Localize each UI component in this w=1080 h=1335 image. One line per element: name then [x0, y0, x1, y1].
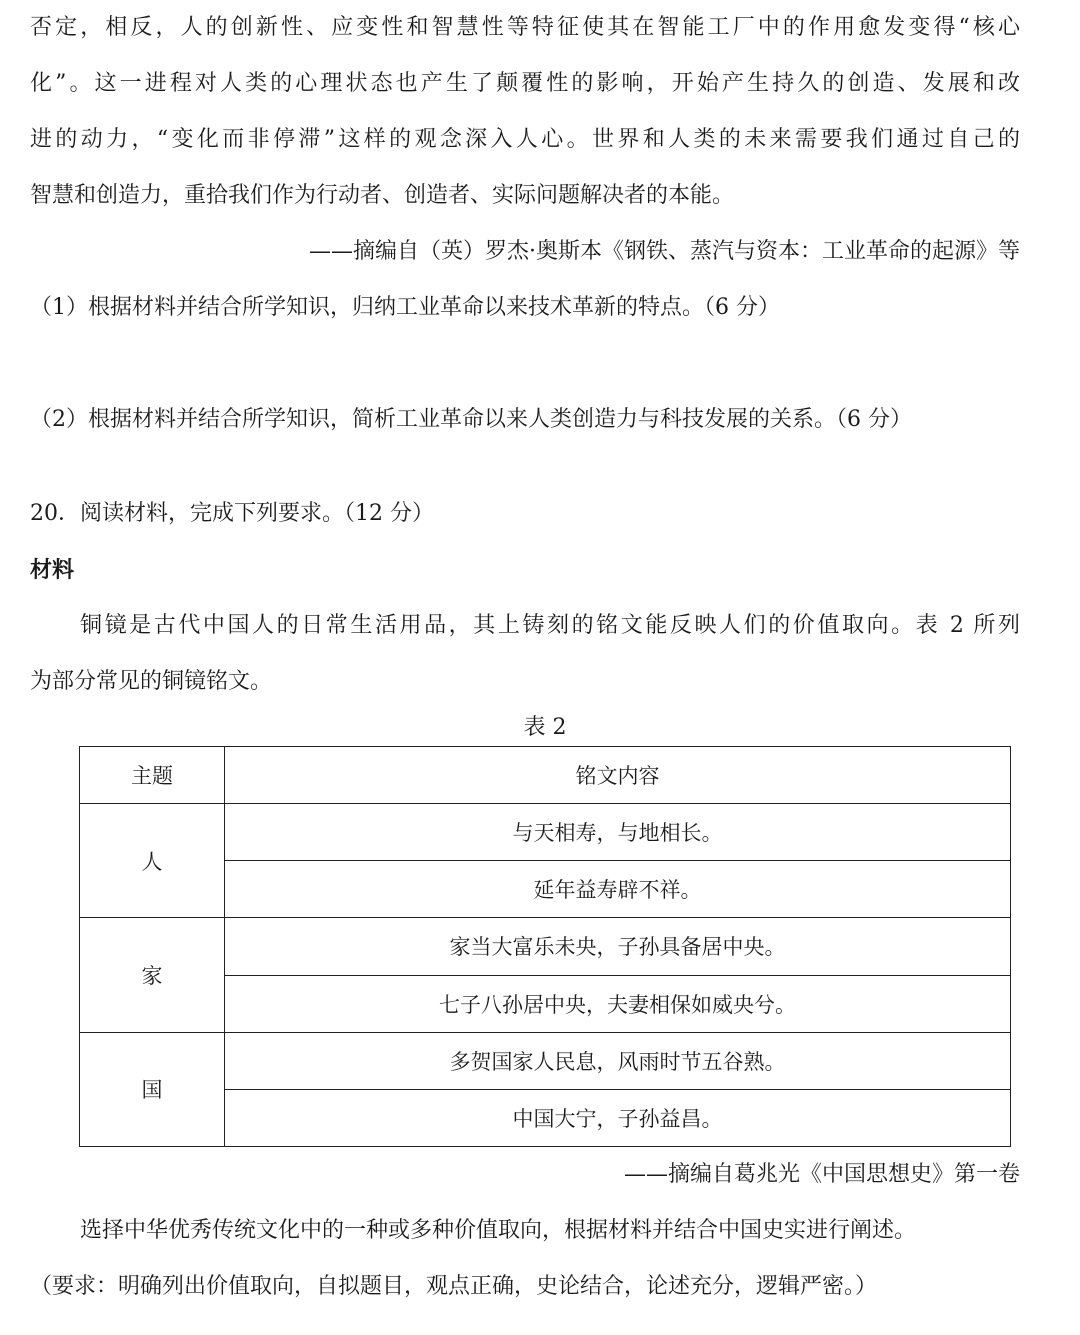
table-header-row	[80, 747, 1011, 804]
table-caption: 表 2	[523, 715, 567, 740]
passage-line: 化”。这一进程对人类的心理状态也产生了颠覆性的影响，开始产生持久的创造、发展和改	[30, 71, 1020, 96]
inscription-cell: 家当大富乐未央，子孙具备居中央。	[225, 918, 1011, 975]
inscription-cell: 延年益寿辟不祥。	[225, 861, 1011, 918]
inscription-cell: 多贺国家人民息，风雨时节五谷熟。	[225, 1032, 1011, 1089]
theme-cell: 家	[80, 918, 225, 1032]
theme-cell: 人	[80, 804, 225, 918]
theme-cell: 国	[80, 1032, 225, 1146]
question-20-title: 20．阅读材料，完成下列要求。（12 分）	[30, 501, 434, 526]
table-header: 主题	[80, 747, 225, 804]
source-citation: ——摘编自（英）罗杰·奥斯本《钢铁、蒸汽与资本：工业革命的起源》等	[309, 239, 1020, 264]
inscription-cell: 中国大宁，子孙益昌。	[225, 1089, 1011, 1146]
passage-line: 否定，相反，人的创新性、应变性和智慧性等特征使其在智能工厂中的作用愈发变得“核心	[30, 15, 1020, 40]
question-19-2: （2）根据材料并结合所学知识，简析工业革命以来人类创造力与科技发展的关系。（6 分）	[30, 407, 912, 432]
table-row	[80, 1032, 1011, 1089]
inscription-table	[79, 746, 1011, 1147]
task-line: （要求：明确列出价值取向，自拟题目，观点正确，史论结合，论述充分，逻辑严密。）	[30, 1274, 878, 1299]
table-row	[80, 804, 1011, 861]
material-line: 为部分常见的铜镜铭文。	[30, 669, 273, 694]
passage-line: 进的动力，“变化而非停滞”这样的观念深入人心。世界和人类的未来需要我们通过自己的	[30, 127, 1020, 152]
table-header: 铭文内容	[225, 747, 1011, 804]
inscription-cell: 与天相寿，与地相长。	[225, 804, 1011, 861]
source-citation: ——摘编自葛兆光《中国思想史》第一卷	[623, 1162, 1020, 1187]
task-line: 选择中华优秀传统文化中的一种或多种价值取向，根据材料并结合中国史实进行阐述。	[80, 1218, 917, 1243]
inscription-cell: 七子八孙居中央，夫妻相保如威央兮。	[225, 975, 1011, 1032]
table-row	[80, 918, 1011, 975]
passage-line: 智慧和创造力，重拾我们作为行动者、创造者、实际问题解决者的本能。	[30, 183, 735, 208]
material-label: 材料	[30, 557, 75, 583]
material-line: 铜镜是古代中国人的日常生活用品，其上铸刻的铭文能反映人们的价值取向。表 2 所列	[80, 613, 1020, 638]
question-19-1: （1）根据材料并结合所学知识，归纳工业革命以来技术革新的特点。（6 分）	[30, 295, 780, 320]
